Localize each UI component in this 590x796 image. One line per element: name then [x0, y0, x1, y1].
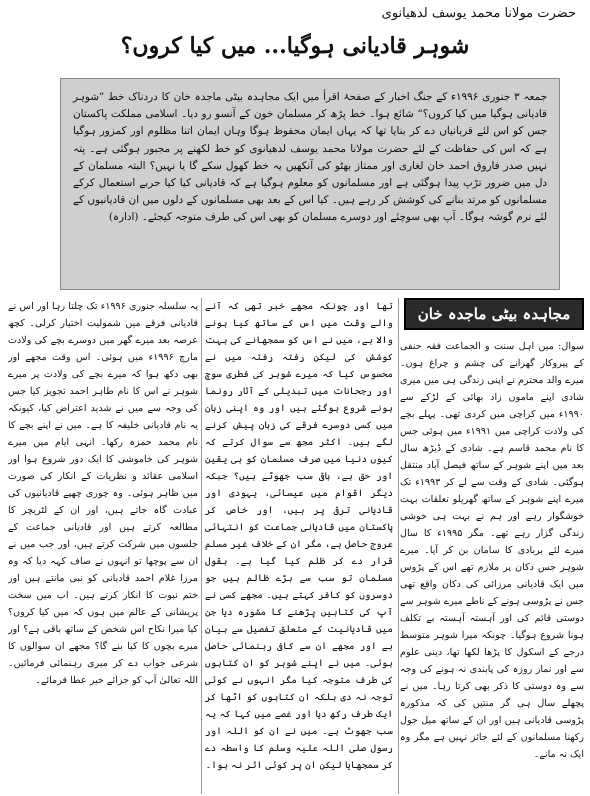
column-middle	[205, 298, 393, 794]
column-divider	[398, 298, 399, 794]
column-divider	[201, 298, 202, 794]
author-name: مجاہدہ بیٹی ماجدہ خان	[417, 305, 571, 323]
author-box	[404, 298, 584, 330]
column-left	[8, 298, 198, 794]
column-left-text: یہ سلسلہ جنوری ۱۹۹۶ء تک چلتا رہا اور اس نے قادیانی فرقے میں شمولیت اختیار کرلی۔ کچھ عرصہ بعد میرے گھر میں دوسرے بچے کی ولادت مارچ ۱۹۹۶ء میں ہوئی۔ اس وقت مجھے اور بھی دکھ ہوا کہ میرے بچے کی ولادت پر میرے شوہر نے اس کا نام طاہر احمد تجویز کیا جس کی وجہ سے میں نے شدید اعتراض کیا، کیونکہ یہ نام قادیانی خلیفہ کا ہے۔ میں نے اپنے بچے کا نام محمد حمزہ رکھا۔ انہی ایام میں میرے شوہر کی خاموشی کا ایک دور شروع ہوا اور اسلامی عقائد و نظریات کے انکار کی صورت میں ظاہر ہوئی۔ وہ چوری چھپے قادیانیوں کی عبادت گاہ جاتے ہیں، اور ان کے لٹریچر کا مطالعہ کرتے ہیں اور قادیانی جماعت کے جلسوں میں شرکت کرتے ہیں، اور جب میں نے ان سے پوچھا تو انہوں نے صاف کہہ دیا کہ وہ مرزا غلام احمد قادیانی کو نبی مانتے ہیں اور ختم نبوت کا انکار کرتے ہیں۔ اب میں سخت پریشانی کے عالم میں ہوں کہ میں کیا کروں؟ کیا میرا نکاح اس شخص کے ساتھ باقی ہے؟ اور میرے بچوں کا کیا بنے گا؟ مجھے ان سوالوں کا شرعی جواب دے کر میری رہنمائی فرمائیں۔ اللہ تعالیٰ آپ کو جزائے خیر عطا فرمائے۔	[8, 301, 198, 686]
column-middle-text: تھا اور چونکہ مجھے خبر تھی کہ آنے والے وقت میں اس کے ساتھ کیا ہونے والا ہے، میں نے اس کو سمجھانے کی بہت کوشش کی لیکن رفتہ رفتہ میں نے محسوس کیا کہ میرے شوہر کی فطری سوچ اور رجحانات میں تبدیلی کے آثار رونما ہونے شروع ہوگئے ہیں اور وہ اپنی زبان میں کسی دوسرے فرقے کی زبان پیش کرنے لگے ہیں۔ اکثر مجھ سے سوال کرتے کہ کیوں دنیا میں صرف مسلمان کو ہی یقین اور حق ہے، باقی سب جھوٹے ہیں؟ جبکہ دیگر اقوام میں عیسائی، یہودی اور قادیانی ترقی پر ہیں، اور خاص کر پاکستان میں قادیانی جماعت کو انتہائی عروج حاصل ہے، مگر ان کے خلاف غیر مسلم قرار دے کر ظلم کیا گیا ہے۔ بقول مسلمان تو سب سے بڑے ظالم ہیں جو دوسروں کو کافر کہتے ہیں۔ مجھے کسی نے آپ کی کتابیں پڑھنے کا مشورہ دیا جن میں قادیانیت کے متعلق تفصیل سے بیان ہے اور مجھے ان سے کافی رہنمائی حاصل ہوئی۔ میں نے اپنے شوہر کو ان کتابوں کی طرف متوجہ کیا مگر انہوں نے کوئی توجہ نہ دی بلکہ ان کتابوں کو اٹھا کر ایک طرف رکھ دیا اور غصے میں کہا کہ یہ سب جھوٹ ہے۔ میں نے ان کو اللہ اور رسول صلی اللہ علیہ وسلم کا واسطہ دے کر سمجھایا لیکن ان پر کوئی اثر نہ ہوا۔	[205, 301, 393, 771]
column-right-text: سوال: میں اہل سنت و الجماعت فقہ حنفی کے پیروکار گھرانے کی چشم و چراغ ہوں۔ میرے والد محترم نے اپنی زندگی ہی میں میری شادی اپنے ماموں زاد بھائی کے لڑکے سے ۱۹۹۰ء میں کراچی میں کردی تھی۔ پہلے بچے کی ولادت کراچی میں ۱۹۹۱ء میں ہوئی جس کا نام محمد قاسم ہے۔ شادی کے ڈیڑھ سال بعد میں اپنے شوہر کے ساتھ فیصل آباد منتقل ہوگئی۔ شادی کے وقت سے لے کر ۱۹۹۳ء تک میرے اپنے شوہر کے ساتھ گھریلو تعلقات بہت خوشگوار رہے اور ہم نے بہت ہی خوشی زندگی گزار رہے تھے۔ مگر ۱۹۹۵ء کا سال میرے لئے بربادی کا سامان بن کر آیا۔ میرے شوہر جس دکان پر ملازم تھے اس کے پڑوس میں ایک قادیانی مرزائی کی دکان واقع تھی جس نے پڑوسی ہونے کے ناطے میرے شوہر سے دوستی قائم کی اور آہستہ آہستہ بے تکلف ہونا شروع ہوگیا۔ چونکہ میرا شوہر متوسط درجے کے اسکول کا پڑھا لکھا تھا، دینی علوم سے اور نماز روزہ کی پابندی نہ ہونے کی وجہ سے وہ دوستی کا ذکر بھی کرتا رہا۔ میں نے پچھلے سال ہی گر منتیں کی کہ مذکورہ پڑوسی قادیانی ہیں اور ان کے ساتھ میل جول رکھنا مسلمانوں کے لئے جائز نہیں ہے مگر وہ ایک نہ مانے۔	[400, 341, 584, 760]
byline: حضرت مولانا محمد یوسف لدھیانوی	[381, 6, 576, 21]
intro-box	[60, 78, 560, 290]
column-right	[400, 338, 584, 794]
intro-text: جمعہ ۳ جنوری ۱۹۹۶ء کے جنگ اخبار کے صفحۂ اقرأ میں ایک مجاہدہ بیٹی ماجدہ خان کا دردناک خط ”شوہر قادیانی ہوگیا میں کیا کروں؟“ شائع ہوا۔ خط پڑھ کر مسلمان خون کے آنسو رو دیا۔ اسلامی مملکت پاکستان جس کو اس لئے قربانیاں دے کر بنایا تھا کہ یہاں ایمان محفوظ ہوگا وہاں ایمان اتنا مظلوم اور کمزور ہوگیا ہے کہ اس کی حفاظت کے لئے حضرت مولانا محمد یوسف لدھیانوی کو خط لکھنے پر مجبور ہوگئی ہے۔ پتہ نہیں صدر فاروق احمد خان لغاری اور ممتاز بھٹو کی آنکھیں یہ خط کھول سکے گا یا نہیں؟ البتہ مسلمان کے دل میں ضرور تڑپ پیدا ہوگئی ہے اور مسلمانوں کو معلوم ہوگیا ہے کہ قادیانی کیا کیا حربے استعمال کرکے مسلمانوں کو مرتد بنانے کی کوشش کر رہے ہیں۔ کیا اس کے بعد بھی مسلمانوں کے دلوں میں ان قادیانیوں کے لئے نرم گوشہ ہوگا۔ آپ بھی سوچئے اور دوسرے مسلمان کو بھی اس کی طرف متوجہ کیجئے۔ (ادارہ)	[73, 91, 548, 224]
headline: شوہر قادیانی ہوگیا... میں کیا کروں؟	[120, 33, 470, 59]
